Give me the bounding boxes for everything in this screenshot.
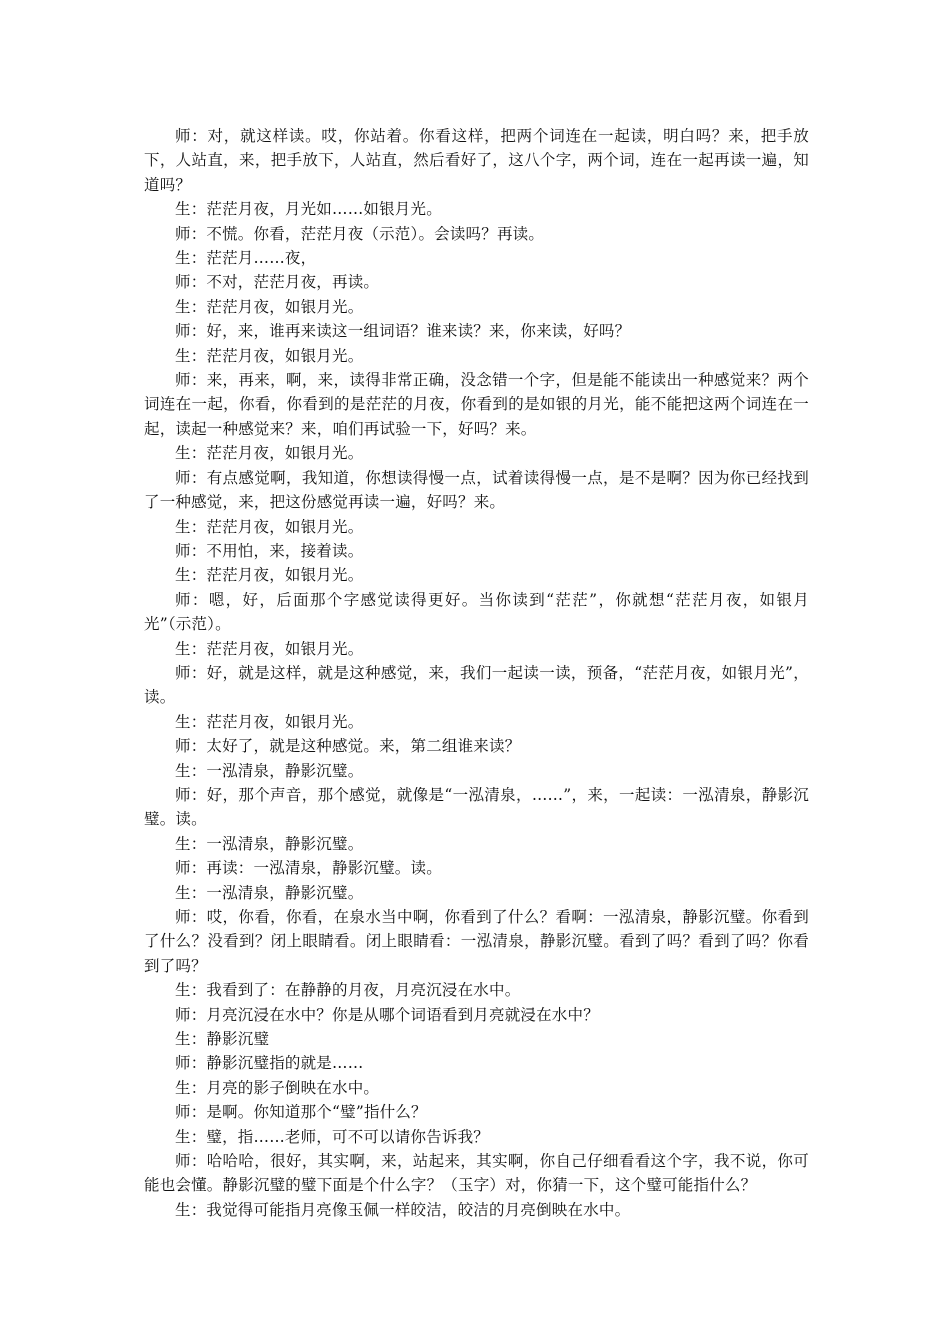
document-page (144, 124, 809, 1222)
dialogue-paragraph: 生：月亮的影子倒映在水中。 (175, 1078, 380, 1097)
dialogue-paragraph: 师：不用怕，来，接着读。 (175, 541, 364, 560)
dialogue-paragraph: 师：月亮沉浸在水中？你是从哪个词语看到月亮就浸在水中？ (175, 1005, 599, 1024)
dialogue-paragraph: 生：璧，指……老师，可不可以请你告诉我？ (175, 1127, 490, 1146)
dialogue-paragraph: 师：嗯，好，后面那个字感觉读得更好。当你读到“茫茫”，你就想“茫茫月夜，如银月光”（示范）。 (144, 590, 809, 634)
dialogue-paragraph: 生：茫茫月夜，月光如……如银月光。 (175, 200, 442, 219)
dialogue-paragraph: 生：茫茫月夜，如银月光。 (175, 444, 364, 463)
dialogue-paragraph: 生：茫茫月夜，如银月光。 (175, 712, 364, 731)
dialogue-paragraph: 师：不对，茫茫月夜，再读。 (175, 273, 380, 292)
dialogue-paragraph: 生：茫茫月夜，如银月光。 (175, 639, 364, 658)
dialogue-paragraph: 生：我看到了：在静静的月夜，月亮沉浸在水中。 (175, 981, 521, 1000)
dialogue-paragraph: 生：一泓清泉，静影沉璧。 (175, 883, 364, 902)
dialogue-paragraph: 师：再读：一泓清泉，静影沉璧。读。 (175, 859, 442, 878)
dialogue-paragraph: 师：好，就是这样，就是这种感觉，来，我们一起读一读，预备，“茫茫月夜，如银月光”，读。 (144, 663, 809, 707)
dialogue-paragraph: 生：一泓清泉，静影沉璧。 (175, 761, 364, 780)
dialogue-paragraph: 师：有点感觉啊，我知道，你想读得慢一点，试着读得慢一点，是不是啊？因为你已经找到了一种感觉，来，把这份感觉再读一遍，好吗？来。 (144, 468, 809, 512)
dialogue-paragraph: 生：茫茫月夜，如银月光。 (175, 297, 364, 316)
dialogue-paragraph: 生：茫茫月……夜， (175, 249, 317, 268)
dialogue-paragraph: 生：静影沉璧 (175, 1030, 270, 1049)
dialogue-paragraph: 生：茫茫月夜，如银月光。 (175, 566, 364, 585)
dialogue-paragraph: 师：太好了，就是这种感觉。来，第二组谁来读？ (175, 737, 521, 756)
dialogue-paragraph: 师：好，那个声音，那个感觉，就像是“一泓清泉，……”，来，一起读：一泓清泉，静影沉璧。读。 (144, 785, 809, 829)
dialogue-paragraph: 师：是啊。你知道那个“璧”指什么？ (175, 1103, 427, 1122)
dialogue-paragraph: 生：茫茫月夜，如银月光。 (175, 517, 364, 536)
dialogue-paragraph: 师：好，来，谁再来读这一组词语？谁来读？来，你来读，好吗？ (175, 322, 631, 341)
dialogue-paragraph: 师：对，就这样读。哎，你站着。你看这样，把两个词连在一起读，明白吗？来，把手放下，人站直，来，把手放下，人站直，然后看好了，这八个字，两个词，连在一起再读一遍，知道吗？ (144, 127, 809, 194)
dialogue-paragraph: 生：我觉得可能指月亮像玉佩一样皎洁，皎洁的月亮倒映在水中。 (175, 1200, 631, 1219)
dialogue-paragraph: 师：不慌。你看，茫茫月夜（示范）。会读吗？再读。 (175, 224, 545, 243)
dialogue-paragraph: 生：一泓清泉，静影沉璧。 (175, 834, 364, 853)
dialogue-paragraph: 师：哎，你看，你看，在泉水当中啊，你看到了什么？看啊：一泓清泉，静影沉璧。你看到了什么？没看到？闭上眼睛看。闭上眼睛看：一泓清泉，静影沉璧。看到了吗？看到了吗？你看到了吗？ (144, 908, 809, 975)
dialogue-paragraph: 师：哈哈哈，很好，其实啊，来，站起来，其实啊，你自己仔细看看这个字，我不说，你可能也会懂。静影沉璧的璧下面是个什么字？（玉字）对，你猜一下，这个璧可能指什么？ (144, 1152, 809, 1195)
dialogue-paragraph: 师：静影沉璧指的就是…… (175, 1054, 364, 1073)
dialogue-paragraph: 师：来，再来，啊，来，读得非常正确，没念错一个字，但是能不能读出一种感觉来？两个词连在一起，你看，你看到的是茫茫的月夜，你看到的是如银的月光，能不能把这两个词连在一起，读起一种感觉来？来，咱们再试验一下，好吗？来。 (144, 371, 809, 438)
dialogue-paragraph: 生：茫茫月夜，如银月光。 (175, 346, 364, 365)
